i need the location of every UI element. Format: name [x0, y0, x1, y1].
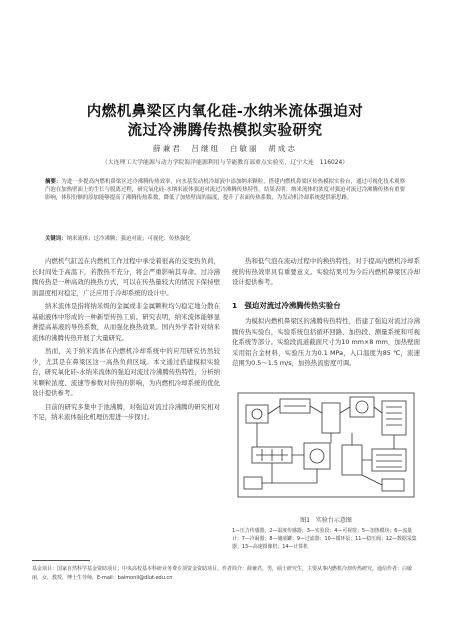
footnote-rule: [32, 560, 90, 561]
abstract-text: 为进一步提高内燃机鼻梁区过冷沸腾传热效率，向水基发动机冷却液中添加纳米颗粒，搭建内燃机鼻梁区传热模拟实验台，通过可视化技术观察汽泡在加热壁面上的生长与脱离过程，研究氧化硅-水纳米流体强迫对流过冷沸腾传热特性。结果表明：纳米流体的浓度对强迫对流过冷沸腾传热有重要影响，体积份额的添加能够提高了沸腾传热系数，降低了加热壁面的温度，提升了表面传热系数，为发动机冷却系统提供新思路。: [45, 179, 405, 202]
abstract-label: 摘要：: [45, 179, 62, 185]
experimental-rig-diagram: [232, 383, 420, 507]
keywords-text: 纳米流体；过冷沸腾；强迫对流；可视化；传热强化: [66, 236, 191, 242]
right-column-top: [232, 256, 420, 291]
paragraph: 内燃机气缸盖在内燃机工作过程中承受着很高的交变热负荷，长时间处于高温下，若散热不充分，将会严重影响其寿命。过冷沸腾传热是一种高效的换热方式，可以在传热量较大的情况下保持壁面温度相对稳定，广泛应用于冷却系统的设计中。: [32, 257, 220, 297]
paper-title-line1: 内燃机鼻梁区内氧化硅-水纳米流体强迫对: [86, 104, 364, 120]
paragraph: 为模拟内燃机鼻梁区的沸腾传热特性，搭建了强迫对流过冷沸腾传热实验台，实验系统包括循环回路、加热段、测量系统和可视化系统等部分。实验段流道截面尺寸为10 mm×8 mm，加热壁面采用铝合金材料，实验压力为0.1 MPa，入口温度为85 ℃，流速范围为0.5～1.5 m/s，加热热流密度可调。: [232, 317, 420, 367]
figure-legend: 1—压力传感器；2—温度传感器；3—实验段；4—可视窗；5—加热模块；6—流量计；7—冷凝器；8—储液罐；9—过滤器；10—循环泵；11—稳压阀；12—数据采集器；13—高速摄像机；14—计算机: [232, 528, 417, 551]
figure-caption: 图1 实验台示意图: [300, 517, 352, 524]
figure-1: [232, 383, 420, 507]
paragraph: 目前的研究多集中于池沸腾，对强迫对流过冷沸腾的研究相对不足，纳米流体强化机理仍需进一步探讨。: [32, 402, 220, 421]
right-column-mid: [232, 316, 420, 372]
keywords: [45, 234, 405, 242]
paragraph: 然而，关于纳米流体在内燃机冷却系统中的应用研究仍然较少，尤其是在鼻梁区这一高热负荷区域。本文通过搭建模拟实验台，研究氧化硅-水纳米流体的强迫对流过冷沸腾传热特性，分析纳米颗粒浓度、流速等参数对传热的影响，为内燃机冷却系统的优化设计提供参考。: [32, 347, 220, 397]
author-list: 薛兼君 吕继组 白敏丽 胡成志: [153, 144, 297, 153]
abstract: [45, 178, 405, 202]
affiliation: （大连理工大学能源与动力学院海洋能源利用与节能教育部重点实验室，辽宁大连 116024）: [101, 160, 349, 166]
section-heading: 1 强迫对流过冷沸腾传热实验台: [232, 301, 341, 310]
left-column: [32, 256, 220, 426]
paragraph: 热和低气泡在流动过程中的换热特性，对于提高内燃机冷却系统的传热效率具有重要意义。实验结果可为今后内燃机鼻梁区冷却设计提供参考。: [232, 257, 420, 286]
keywords-label: 关键词：: [45, 236, 67, 242]
paragraph: 纳米流体是指将纳米级的金属或非金属颗粒均匀稳定地分散在基础液体中形成的一种新型传热工质。研究表明，纳米流体能够显著提高基液的导热系数，从而强化换热效果。国内外学者针对纳米流体的沸腾传热开展了大量研究。: [32, 302, 220, 342]
paper-title-line2: 流过冷沸腾传热模拟实验研究: [127, 123, 323, 139]
footnote: 基金项目：国家自然科学基金资助项目；中央高校基本科研业务费专项资金资助项目。作者简介：薛兼君，男，硕士研究生，主要从事内燃机冷却传热研究。通信作者：白敏丽，女，教授，博士生导师，E-mail：baimonli@dlut.edu.cn: [32, 566, 413, 581]
